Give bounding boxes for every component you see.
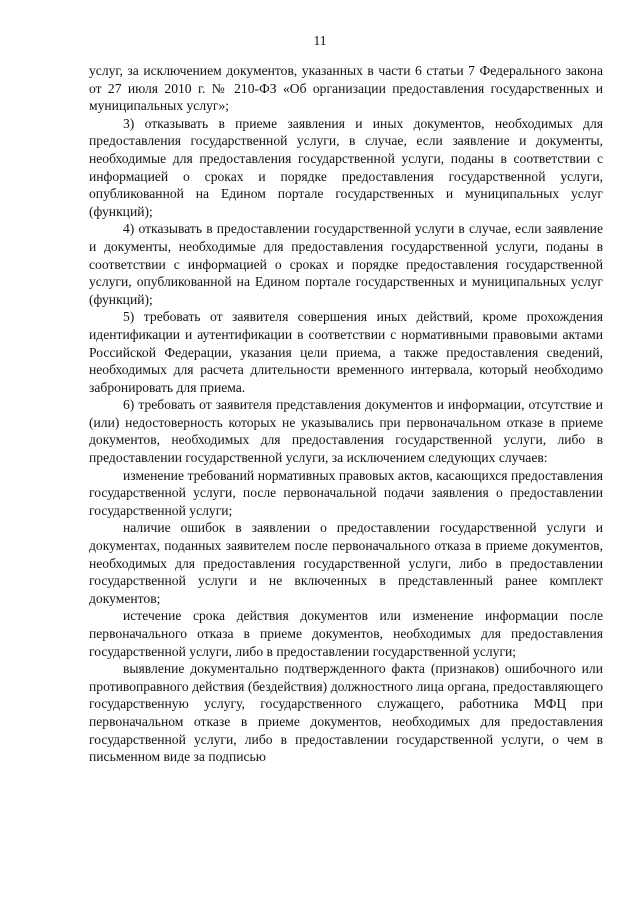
- page-number: 11: [313, 33, 327, 48]
- paragraph-continuation: услуг, за исключением документов, указанных в части 6 статьи 7 Федерального закона от 27 июля 2010 г. № 210-ФЗ «Об организации предоставления государственных и муниципальных услуг»;: [89, 63, 603, 114]
- paragraph-case-misconduct: выявление документально подтвержденного факта (признаков) ошибочного или противоправного действия (бездействия) должностного лица органа, предоставляющего государственную услугу, государственного служащего, работника МФЦ при первоначальном отказе в приеме документов, необходимых для предоставления государственной услуги, либо в предоставлении государственной услуги, о чем в письменном виде за подписью: [89, 661, 603, 765]
- paragraph-item-5: 5) требовать от заявителя совершения иных действий, кроме прохождения идентификации и аутентификации в соответствии с нормативными правовыми актами Российской Федерации, указания цели приема, а также предоставления сведений, необходимых для расчета длительности временного интервала, который необходимо забронировать для приема.: [89, 309, 603, 395]
- document-body: [89, 62, 603, 766]
- paragraph-case-requirements-change: изменение требований нормативных правовых актов, касающихся предоставления государственной услуги, после первоначальной подачи заявления о предоставлении государственной услуги;: [89, 467, 603, 518]
- paragraph-item-6: 6) требовать от заявителя представления документов и информации, отсутствие и (или) недостоверность которых не указывались при первоначальном отказе в приеме документов, необходимых для предоставления государственной услуги, либо в предоставлении государственной услуги, за исключением следующих случаев:: [89, 397, 603, 466]
- paragraph-case-errors: наличие ошибок в заявлении о предоставлении государственной услуги и документах, поданных заявителем после первоначального отказа в приеме документов, необходимых для предоставления государственной услуги, либо в предоставлении государственной услуги и не включенных в представленный ранее комплект документов;: [89, 520, 603, 606]
- paragraph-case-expiry: истечение срока действия документов или изменение информации после первоначального отказа в приеме документов, необходимых для предоставления государственной услуги, либо в предоставлении государственной услуги;: [89, 608, 603, 659]
- paragraph-item-3: 3) отказывать в приеме заявления и иных документов, необходимых для предоставления государственной услуги, в случае, если заявление и документы, необходимые для предоставления государственной услуги, поданы в соответствии с информацией о сроках и порядке предоставления государственной услуги, опубликованной на Едином портале государственных и муниципальных услуг (функций);: [89, 115, 603, 219]
- paragraph-item-4: 4) отказывать в предоставлении государственной услуги в случае, если заявление и документы, необходимые для предоставления государственной услуги, поданы в соответствии с информацией о сроках и порядке предоставления государственной услуги, опубликованной на Едином портале государственных и муниципальных услуг (функций);: [89, 221, 603, 307]
